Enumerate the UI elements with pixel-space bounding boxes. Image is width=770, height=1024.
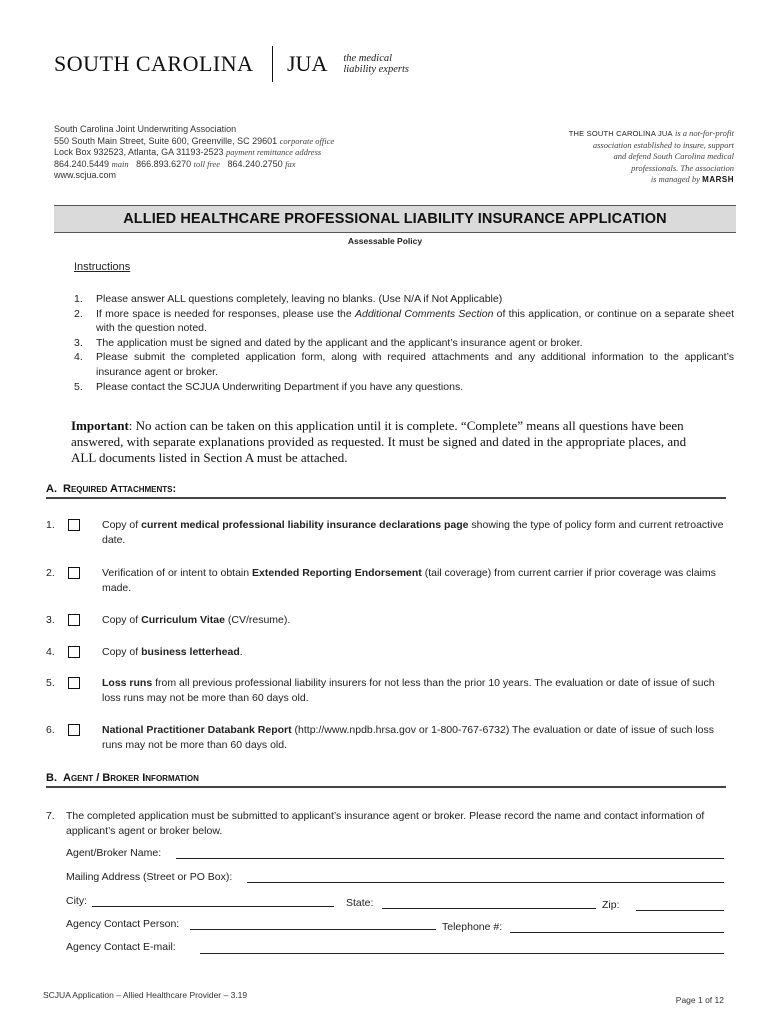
about-block [534, 128, 734, 186]
email-label: Agency Contact E-mail: [66, 941, 176, 953]
about-caps: THE SOUTH CAROLINA JUA [568, 129, 673, 138]
zip-label: Zip: [602, 899, 620, 911]
page-title: ALLIED HEALTHCARE PROFESSIONAL LIABILITY INSURANCE APPLICATION [123, 211, 667, 227]
instructions-heading: Instructions [74, 261, 131, 273]
important-label: Important [71, 418, 129, 433]
list-item: 4. Please submit the completed application form, along with required attachments and any additional information to the applicant’s insurance agent or broker. [74, 351, 734, 378]
logo-tagline-1: the medical [343, 53, 393, 64]
page-subtitle: Assessable Policy [347, 236, 423, 246]
zip-field[interactable] [636, 910, 724, 911]
logo-tagline-2: liability experts [343, 64, 409, 75]
attachment-checkbox-4[interactable] [68, 646, 80, 658]
logo [54, 47, 409, 81]
instructions-list [74, 292, 734, 394]
about-3: and defend South Carolina medical [613, 151, 734, 161]
attachment-checkbox-6[interactable] [68, 724, 80, 736]
remittance-address: Lock Box 932523, Atlanta, GA 31193-2523 payment remittance address [54, 147, 322, 157]
about-brand: MARSH [702, 175, 734, 184]
contact-person-label: Agency Contact Person: [66, 918, 180, 930]
about-2: association established to insure, support [592, 139, 734, 150]
org-name: South Carolina Joint Underwriting Association [54, 124, 237, 134]
email-field[interactable] [200, 953, 724, 954]
city-label: City: [66, 895, 87, 907]
mailing-address-field[interactable] [247, 882, 724, 883]
attachment-checkbox-5[interactable] [68, 677, 80, 689]
agent-name-label: Agent/Broker Name: [66, 847, 162, 859]
list-item: 2. If more space is needed for responses, please use the Additional Comments Section of this application, or continue on a separate sheet with the question noted. [74, 307, 734, 335]
agent-name-field[interactable] [176, 858, 724, 859]
about-1: is a not-for-profit [674, 128, 734, 138]
corporate-address: 550 South Main Street, Suite 600, Greenville, SC 29601 corporate office [54, 135, 335, 146]
telephone-label: Telephone #: [442, 921, 503, 933]
section-a-heading: A. Required Attachments: [46, 483, 726, 499]
attachment-checkbox-1[interactable] [68, 519, 80, 531]
logo-state: SOUTH CAROLINA [54, 51, 254, 76]
logo-org: JUA [287, 51, 328, 76]
attachment-checkbox-2[interactable] [68, 567, 80, 579]
list-item: 3. The application must be signed and dated by the applicant and the applicant’s insurance agent or broker. [74, 336, 583, 349]
list-item: 5. Please contact the SCJUA Underwriting Department if you have any questions. [74, 380, 464, 393]
phone-numbers: 864.240.5449 main 866.893.6270 toll free 864.240.2750 fax [54, 158, 296, 169]
section-b-heading: B. Agent / Broker Information [46, 772, 726, 788]
important-text: : No action can be taken on this application until it is complete. “Complete” means all questions have been answered, with separate explanations provided as requested. It must be signed and dated in the appropriate places, and ALL documents listed in Section A must be attached. [71, 418, 687, 465]
address-block [54, 124, 334, 182]
logo-divider [272, 46, 274, 82]
state-field[interactable] [382, 908, 596, 909]
page-number: Page 1 of 12 [675, 995, 724, 1005]
list-item: 1. Please answer ALL questions completely, leaving no blanks. (Use N/A if Not Applicable) [74, 293, 503, 305]
title-banner [54, 205, 736, 233]
about-5: is managed by [650, 174, 700, 184]
mailing-address-label: Mailing Address (Street or PO Box): [66, 871, 233, 883]
about-4: professionals. The association [631, 162, 734, 173]
contact-person-field[interactable] [190, 929, 436, 930]
footer-form-id: SCJUA Application – Allied Healthcare Provider – 3.19 [43, 990, 248, 1000]
state-label: State: [346, 897, 374, 909]
city-field[interactable] [92, 906, 334, 907]
logo-tagline [343, 53, 409, 75]
telephone-field[interactable] [510, 932, 724, 933]
important-notice [71, 418, 711, 466]
website: www.scjua.com [54, 170, 117, 180]
attachment-checkbox-3[interactable] [68, 614, 80, 626]
